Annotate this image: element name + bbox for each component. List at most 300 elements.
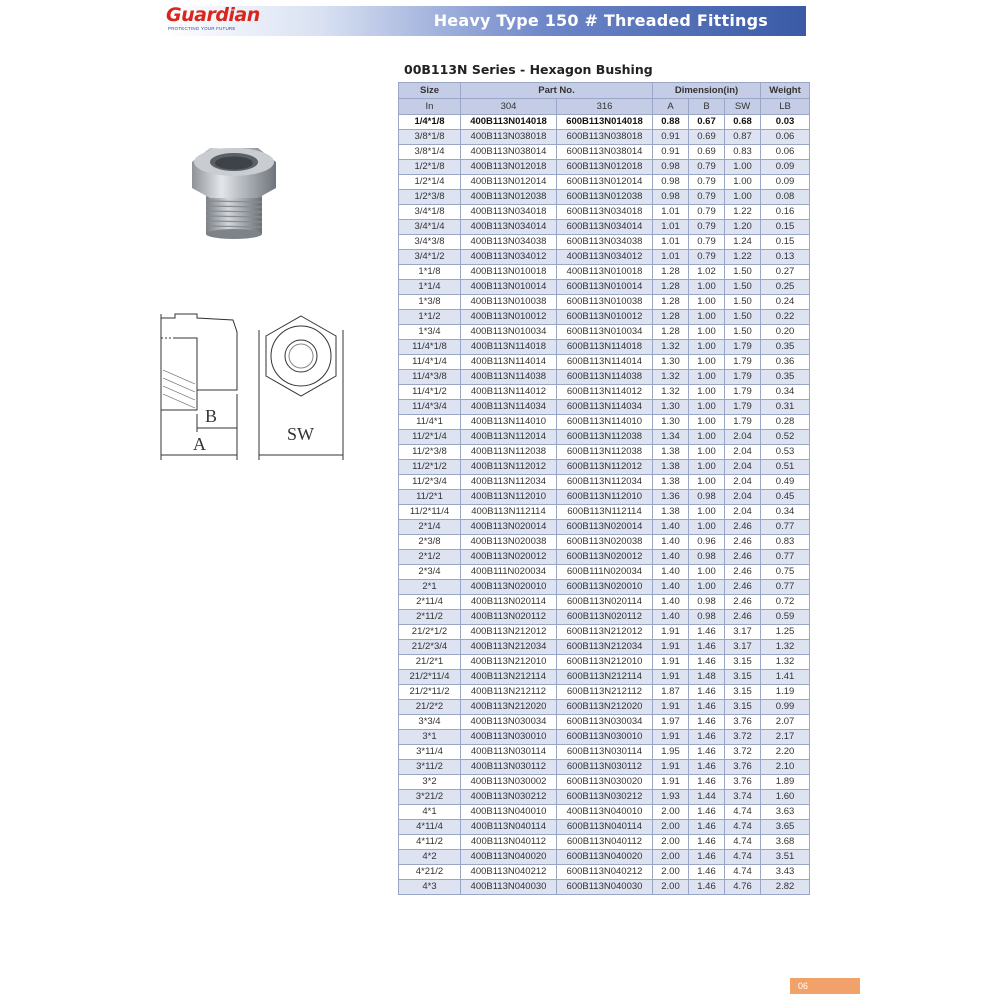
cell-size: 1*3/4 [399, 325, 461, 340]
cell-dim-a: 1.91 [653, 625, 689, 640]
cell-dim-a: 1.95 [653, 745, 689, 760]
cell-part-304: 400B113N010018 [461, 265, 557, 280]
cell-dim-b: 1.46 [689, 865, 725, 880]
cell-weight-lb: 0.52 [761, 430, 810, 445]
table-row [399, 415, 810, 430]
cell-dim-sw: 3.76 [725, 760, 761, 775]
cell-weight-lb: 0.16 [761, 205, 810, 220]
cell-part-304: 400B113N112014 [461, 430, 557, 445]
cell-size: 4*1 [399, 805, 461, 820]
table-row [399, 580, 810, 595]
cell-weight-lb: 0.35 [761, 340, 810, 355]
cell-weight-lb: 2.82 [761, 880, 810, 895]
cell-weight-lb: 0.27 [761, 265, 810, 280]
cell-part-316: 600B113N114010 [557, 415, 653, 430]
cell-weight-lb: 0.06 [761, 130, 810, 145]
cell-part-304: 400B113N010034 [461, 325, 557, 340]
cell-dim-a: 1.91 [653, 760, 689, 775]
cell-weight-lb: 0.51 [761, 460, 810, 475]
cell-dim-a: 1.91 [653, 670, 689, 685]
table-row [399, 400, 810, 415]
page-number: 06 [790, 978, 860, 994]
table-row [399, 310, 810, 325]
cell-weight-lb: 0.77 [761, 520, 810, 535]
cell-dim-b: 1.46 [689, 730, 725, 745]
cell-dim-sw: 3.74 [725, 790, 761, 805]
cell-weight-lb: 0.34 [761, 505, 810, 520]
cell-part-304: 400B113N040010 [461, 805, 557, 820]
cell-weight-lb: 0.59 [761, 610, 810, 625]
cell-dim-sw: 1.24 [725, 235, 761, 250]
cell-dim-a: 1.91 [653, 700, 689, 715]
cell-part-304: 400B113N040212 [461, 865, 557, 880]
cell-part-316: 600B113N010012 [557, 310, 653, 325]
header-316: 316 [557, 99, 653, 115]
table-row [399, 670, 810, 685]
cell-size: 21/2*1 [399, 655, 461, 670]
table-row [399, 340, 810, 355]
cell-dim-sw: 1.79 [725, 385, 761, 400]
cell-size: 4*21/2 [399, 865, 461, 880]
cell-size: 1*1/2 [399, 310, 461, 325]
cell-part-304: 400B113N040020 [461, 850, 557, 865]
cell-size: 3*3/4 [399, 715, 461, 730]
cell-part-316: 600B113N112010 [557, 490, 653, 505]
cell-part-316: 600B113N112114 [557, 505, 653, 520]
cell-size: 3*2 [399, 775, 461, 790]
cell-weight-lb: 0.09 [761, 175, 810, 190]
cell-size: 1*3/8 [399, 295, 461, 310]
table-row [399, 640, 810, 655]
cell-part-304: 400B113N212020 [461, 700, 557, 715]
cell-part-304: 400B113N040112 [461, 835, 557, 850]
cell-part-316: 600B113N030114 [557, 745, 653, 760]
cell-dim-b: 1.00 [689, 445, 725, 460]
cell-size: 1*1/8 [399, 265, 461, 280]
cell-weight-lb: 1.19 [761, 685, 810, 700]
table-row [399, 235, 810, 250]
table-row [399, 775, 810, 790]
cell-part-316: 600B113N040020 [557, 850, 653, 865]
cell-size: 11/4*1 [399, 415, 461, 430]
cell-part-316: 600B113N020012 [557, 550, 653, 565]
cell-weight-lb: 0.77 [761, 550, 810, 565]
cell-dim-b: 1.46 [689, 760, 725, 775]
cell-part-316: 600B113N034014 [557, 220, 653, 235]
brand-name: Guardian [166, 4, 260, 26]
cell-weight-lb: 0.35 [761, 370, 810, 385]
cell-dim-b: 1.44 [689, 790, 725, 805]
cell-dim-sw: 1.00 [725, 190, 761, 205]
cell-dim-b: 1.00 [689, 475, 725, 490]
cell-weight-lb: 2.17 [761, 730, 810, 745]
cell-dim-sw: 2.46 [725, 520, 761, 535]
cell-dim-b: 1.00 [689, 280, 725, 295]
table-row [399, 835, 810, 850]
cell-part-316: 600B113N030034 [557, 715, 653, 730]
cell-size: 11/4*3/8 [399, 370, 461, 385]
cell-part-304: 400B113N010014 [461, 280, 557, 295]
cell-part-304: 400B113N020114 [461, 595, 557, 610]
cell-dim-b: 1.00 [689, 460, 725, 475]
cell-dim-a: 1.91 [653, 730, 689, 745]
table-row [399, 610, 810, 625]
cell-part-316: 600B113N114012 [557, 385, 653, 400]
header-dimension: Dimension(in) [653, 83, 761, 99]
cell-dim-a: 1.87 [653, 685, 689, 700]
cell-weight-lb: 3.63 [761, 805, 810, 820]
cell-dim-b: 1.46 [689, 775, 725, 790]
cell-weight-lb: 0.28 [761, 415, 810, 430]
hex-bushing-photo [188, 140, 278, 240]
cell-part-316: 600B113N114018 [557, 340, 653, 355]
cell-part-316: 600B113N114014 [557, 355, 653, 370]
cell-part-316: 600B113N034018 [557, 205, 653, 220]
cell-size: 11/2*11/4 [399, 505, 461, 520]
cell-part-304: 400B113N040030 [461, 880, 557, 895]
cell-part-316: 600B113N020114 [557, 595, 653, 610]
cell-weight-lb: 1.25 [761, 625, 810, 640]
cell-part-304: 400B113N034014 [461, 220, 557, 235]
table-row [399, 205, 810, 220]
cell-part-304: 400B113N212012 [461, 625, 557, 640]
cell-size: 21/2*1/2 [399, 625, 461, 640]
cell-dim-sw: 1.22 [725, 205, 761, 220]
cell-part-316: 600B113N212020 [557, 700, 653, 715]
header-in: In [399, 99, 461, 115]
table-row [399, 745, 810, 760]
header-a: A [653, 99, 689, 115]
cell-dim-sw: 2.46 [725, 565, 761, 580]
cell-weight-lb: 0.03 [761, 115, 810, 130]
cell-dim-a: 1.28 [653, 265, 689, 280]
cell-dim-b: 1.00 [689, 415, 725, 430]
cell-dim-b: 1.00 [689, 565, 725, 580]
cell-size: 11/2*3/4 [399, 475, 461, 490]
table-row [399, 700, 810, 715]
cell-part-316: 400B113N010018 [557, 265, 653, 280]
cell-dim-a: 1.91 [653, 640, 689, 655]
cell-size: 2*1 [399, 580, 461, 595]
cell-part-316: 600B113N034038 [557, 235, 653, 250]
cell-weight-lb: 0.09 [761, 160, 810, 175]
cell-dim-b: 0.98 [689, 490, 725, 505]
table-row [399, 475, 810, 490]
cell-part-304: 400B111N020034 [461, 565, 557, 580]
cell-part-304: 400B113N034038 [461, 235, 557, 250]
cell-dim-b: 0.79 [689, 205, 725, 220]
cell-part-316: 600B113N012018 [557, 160, 653, 175]
cell-size: 3*11/4 [399, 745, 461, 760]
cell-part-316: 600B113N012038 [557, 190, 653, 205]
table-row [399, 145, 810, 160]
cell-dim-sw: 4.76 [725, 880, 761, 895]
cell-dim-b: 1.00 [689, 340, 725, 355]
cell-part-304: 400B113N038014 [461, 145, 557, 160]
cell-weight-lb: 0.36 [761, 355, 810, 370]
cell-dim-sw: 2.46 [725, 550, 761, 565]
cell-dim-b: 0.79 [689, 160, 725, 175]
cell-weight-lb: 1.32 [761, 655, 810, 670]
cell-dim-a: 0.88 [653, 115, 689, 130]
cell-dim-sw: 2.04 [725, 505, 761, 520]
table-row [399, 565, 810, 580]
cell-size: 1/4*1/8 [399, 115, 461, 130]
cell-dim-a: 0.98 [653, 175, 689, 190]
table-row [399, 550, 810, 565]
cell-dim-b: 1.46 [689, 640, 725, 655]
cell-part-304: 400B113N010038 [461, 295, 557, 310]
cell-dim-sw: 2.46 [725, 595, 761, 610]
cell-size: 1/2*1/8 [399, 160, 461, 175]
cell-dim-b: 1.46 [689, 685, 725, 700]
cell-size: 3/4*1/4 [399, 220, 461, 235]
cell-dim-b: 0.69 [689, 130, 725, 145]
cell-dim-sw: 1.50 [725, 325, 761, 340]
cell-part-316: 600B113N212034 [557, 640, 653, 655]
cell-size: 3/4*1/2 [399, 250, 461, 265]
cell-size: 3/4*1/8 [399, 205, 461, 220]
cell-dim-sw: 3.15 [725, 655, 761, 670]
header-size: Size [399, 83, 461, 99]
cell-dim-sw: 1.79 [725, 400, 761, 415]
cell-size: 3/4*3/8 [399, 235, 461, 250]
cell-dim-b: 1.00 [689, 325, 725, 340]
cell-dim-a: 1.36 [653, 490, 689, 505]
cell-part-304: 400B113N038018 [461, 130, 557, 145]
cell-dim-a: 1.28 [653, 325, 689, 340]
cell-dim-a: 1.93 [653, 790, 689, 805]
page-title: Heavy Type 150 # Threaded Fittings [433, 11, 768, 30]
cell-dim-a: 1.28 [653, 280, 689, 295]
cell-part-316: 600B113N038018 [557, 130, 653, 145]
cell-part-316: 600B113N212114 [557, 670, 653, 685]
cell-part-316: 600B113N020112 [557, 610, 653, 625]
cell-size: 2*11/2 [399, 610, 461, 625]
cell-dim-sw: 1.79 [725, 415, 761, 430]
cell-weight-lb: 0.13 [761, 250, 810, 265]
cell-dim-b: 0.79 [689, 175, 725, 190]
cell-dim-b: 0.79 [689, 190, 725, 205]
dimension-drawing [155, 310, 355, 470]
table-row [399, 430, 810, 445]
cell-part-316: 600B113N112012 [557, 460, 653, 475]
cell-dim-sw: 3.15 [725, 685, 761, 700]
cell-dim-b: 1.46 [689, 700, 725, 715]
header-lb: LB [761, 99, 810, 115]
cell-part-316: 600B113N040030 [557, 880, 653, 895]
table-row [399, 355, 810, 370]
header-weight: Weight [761, 83, 810, 99]
brand-logo [166, 4, 260, 31]
cell-part-316: 600B113N014018 [557, 115, 653, 130]
cell-part-316: 600B113N112034 [557, 475, 653, 490]
header-part-no: Part No. [461, 83, 653, 99]
cell-part-304: 400B113N114034 [461, 400, 557, 415]
cell-size: 3*21/2 [399, 790, 461, 805]
cell-dim-a: 2.00 [653, 880, 689, 895]
cell-dim-a: 2.00 [653, 835, 689, 850]
cell-part-304: 400B113N112010 [461, 490, 557, 505]
cell-size: 1/2*1/4 [399, 175, 461, 190]
table-row [399, 280, 810, 295]
cell-part-304: 400B113N030034 [461, 715, 557, 730]
cell-part-304: 400B113N034018 [461, 205, 557, 220]
cell-dim-b: 0.79 [689, 250, 725, 265]
cell-weight-lb: 0.15 [761, 235, 810, 250]
table-row [399, 445, 810, 460]
cell-part-316: 600B113N030112 [557, 760, 653, 775]
cell-dim-b: 0.98 [689, 610, 725, 625]
cell-dim-a: 1.97 [653, 715, 689, 730]
cell-dim-sw: 1.50 [725, 265, 761, 280]
cell-dim-b: 0.98 [689, 550, 725, 565]
table-row [399, 295, 810, 310]
cell-dim-b: 1.02 [689, 265, 725, 280]
cell-dim-sw: 3.72 [725, 730, 761, 745]
brand-tagline: PROTECTING YOUR FUTURE [168, 26, 236, 31]
cell-size: 11/4*1/8 [399, 340, 461, 355]
cell-weight-lb: 3.43 [761, 865, 810, 880]
cell-dim-b: 0.69 [689, 145, 725, 160]
cell-dim-sw: 0.68 [725, 115, 761, 130]
cell-dim-sw: 1.50 [725, 280, 761, 295]
cell-size: 1*1/4 [399, 280, 461, 295]
cell-dim-a: 0.91 [653, 145, 689, 160]
cell-size: 11/2*3/8 [399, 445, 461, 460]
cell-dim-sw: 1.50 [725, 295, 761, 310]
table-row [399, 115, 810, 130]
cell-weight-lb: 0.99 [761, 700, 810, 715]
cell-part-304: 400B113N212112 [461, 685, 557, 700]
table-row [399, 250, 810, 265]
cell-part-316: 600B113N020010 [557, 580, 653, 595]
cell-part-316: 600B113N112038 [557, 430, 653, 445]
cell-weight-lb: 2.07 [761, 715, 810, 730]
cell-part-304: 400B113N212010 [461, 655, 557, 670]
cell-dim-a: 1.28 [653, 310, 689, 325]
cell-size: 3/8*1/8 [399, 130, 461, 145]
cell-dim-sw: 4.74 [725, 850, 761, 865]
cell-dim-a: 1.91 [653, 655, 689, 670]
cell-size: 2*3/4 [399, 565, 461, 580]
cell-dim-a: 1.32 [653, 385, 689, 400]
cell-dim-sw: 2.04 [725, 445, 761, 460]
cell-dim-a: 1.30 [653, 400, 689, 415]
cell-dim-sw: 2.04 [725, 490, 761, 505]
cell-dim-sw: 1.50 [725, 310, 761, 325]
table-row [399, 865, 810, 880]
cell-weight-lb: 2.20 [761, 745, 810, 760]
cell-part-316: 600B113N212012 [557, 625, 653, 640]
cell-dim-sw: 1.79 [725, 370, 761, 385]
table-row [399, 175, 810, 190]
cell-dim-b: 1.46 [689, 835, 725, 850]
table-row [399, 685, 810, 700]
cell-dim-a: 1.34 [653, 430, 689, 445]
cell-dim-a: 2.00 [653, 805, 689, 820]
cell-dim-b: 1.00 [689, 400, 725, 415]
table-row [399, 160, 810, 175]
cell-dim-b: 1.00 [689, 580, 725, 595]
cell-size: 2*3/8 [399, 535, 461, 550]
cell-dim-a: 0.98 [653, 160, 689, 175]
cell-part-304: 400B113N012038 [461, 190, 557, 205]
cell-weight-lb: 1.41 [761, 670, 810, 685]
cell-part-304: 400B113N114010 [461, 415, 557, 430]
cell-weight-lb: 0.49 [761, 475, 810, 490]
header-sw: SW [725, 99, 761, 115]
cell-dim-a: 1.40 [653, 535, 689, 550]
cell-part-316: 400B113N040010 [557, 805, 653, 820]
cell-size: 4*11/2 [399, 835, 461, 850]
cell-dim-a: 1.40 [653, 595, 689, 610]
cell-weight-lb: 0.15 [761, 220, 810, 235]
cell-dim-sw: 3.76 [725, 715, 761, 730]
cell-part-304: 400B113N112038 [461, 445, 557, 460]
cell-weight-lb: 3.68 [761, 835, 810, 850]
cell-size: 21/2*11/4 [399, 670, 461, 685]
cell-part-304: 400B113N030212 [461, 790, 557, 805]
cell-weight-lb: 0.06 [761, 145, 810, 160]
cell-dim-b: 1.00 [689, 310, 725, 325]
cell-dim-a: 1.32 [653, 340, 689, 355]
cell-dim-a: 1.38 [653, 460, 689, 475]
cell-dim-a: 0.98 [653, 190, 689, 205]
cell-weight-lb: 0.53 [761, 445, 810, 460]
label-a: A [193, 434, 206, 454]
cell-dim-a: 2.00 [653, 820, 689, 835]
table-row [399, 265, 810, 280]
cell-dim-b: 0.79 [689, 220, 725, 235]
table-row [399, 535, 810, 550]
cell-size: 2*11/4 [399, 595, 461, 610]
cell-dim-sw: 2.46 [725, 610, 761, 625]
cell-dim-a: 1.38 [653, 475, 689, 490]
cell-part-304: 400B113N112012 [461, 460, 557, 475]
table-row [399, 850, 810, 865]
cell-dim-sw: 1.22 [725, 250, 761, 265]
cell-dim-b: 1.00 [689, 430, 725, 445]
cell-size: 2*1/2 [399, 550, 461, 565]
cell-part-316: 600B113N040212 [557, 865, 653, 880]
cell-part-304: 400B113N040114 [461, 820, 557, 835]
cell-part-316: 600B113N114038 [557, 370, 653, 385]
cell-dim-b: 1.00 [689, 520, 725, 535]
cell-size: 21/2*3/4 [399, 640, 461, 655]
cell-dim-a: 1.01 [653, 220, 689, 235]
cell-part-316: 600B113N038014 [557, 145, 653, 160]
cell-dim-sw: 4.74 [725, 835, 761, 850]
cell-weight-lb: 0.24 [761, 295, 810, 310]
label-b: B [205, 406, 218, 426]
cell-weight-lb: 0.20 [761, 325, 810, 340]
cell-part-304: 400B113N020012 [461, 550, 557, 565]
table-row [399, 190, 810, 205]
table-row [399, 715, 810, 730]
cell-dim-a: 1.28 [653, 295, 689, 310]
cell-dim-b: 0.98 [689, 595, 725, 610]
cell-dim-b: 1.00 [689, 355, 725, 370]
cell-part-304: 400B113N030010 [461, 730, 557, 745]
cell-part-316: 600B113N010014 [557, 280, 653, 295]
table-row [399, 760, 810, 775]
cell-part-304: 400B113N030112 [461, 760, 557, 775]
cell-dim-a: 1.38 [653, 445, 689, 460]
cell-dim-a: 1.91 [653, 775, 689, 790]
cell-dim-a: 1.40 [653, 520, 689, 535]
cell-part-304: 400B113N114014 [461, 355, 557, 370]
